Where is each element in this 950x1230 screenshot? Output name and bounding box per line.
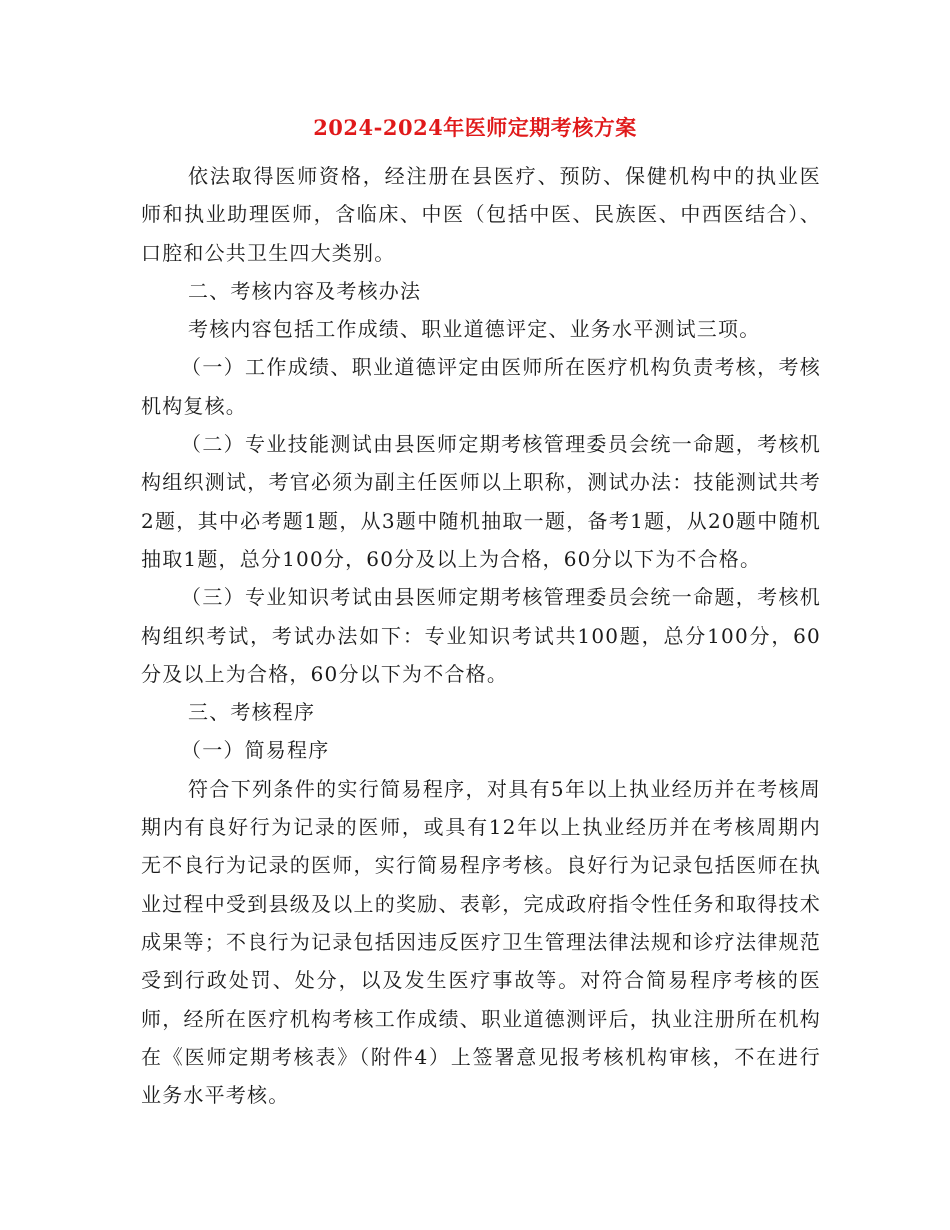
document-title: 2024-2024年医师定期考核方案 (313, 115, 637, 140)
section-heading-content-methods: 二、考核内容及考核办法 (188, 278, 422, 303)
intro-paragraph: 依法取得医师资格，经注册在县医疗、预防、保健机构中的执业医师和执业助理医师，含临床、中医（包括中医、民族医、中西医结合）、口腔和公共卫生四大类别。 (141, 164, 821, 265)
item-2-skills-test-paragraph: （二）专业技能测试由县医师定期考核管理委员会统一命题，考核机构组织测试，考官必须为副主任医师以上职称，测试办法：技能测试共考2题，其中必考题1题，从3题中随机抽取一题，备考1题，从20题中随机抽取1题，总分100分，60分及以上为合格，60分以下为不合格。 (141, 432, 821, 571)
item-3-knowledge-exam-paragraph: （三）专业知识考试由县医师定期考核管理委员会统一命题，考核机构组织考试，考试办法如下：专业知识考试共100题，总分100分，60分及以上为合格，60分以下为不合格。 (141, 585, 821, 686)
item-1-work-ethics-paragraph: （一）工作成绩、职业道德评定由医师所在医疗机构负责考核，考核机构复核。 (141, 355, 821, 418)
document-body (141, 157, 821, 1114)
simple-procedure-paragraph: 符合下列条件的实行简易程序，对具有5年以上执业经历并在考核周期内有良好行为记录的医师，或具有12年以上执业经历并在考核周期内无不良行为记录的医师，实行简易程序考核。良好行为记录包括医师在执业过程中受到县级及以上的奖励、表彰，完成政府指令性任务和取得技术成果等；不良行为记录包括因违反医疗卫生管理法律法规和诊疗法律规范受到行政处罚、处分，以及发生医疗事故等。对符合简易程序考核的医师，经所在医疗机构考核工作成绩、职业道德测评后，执业注册所在机构在《医师定期考核表》（附件4）上签署意见报考核机构审核，不在进行业务水平考核。 (141, 776, 821, 1108)
content-overview-paragraph: 考核内容包括工作成绩、职业道德评定、业务水平测试三项。 (188, 317, 761, 342)
subsection-heading-simple-procedure: （一）简易程序 (181, 738, 330, 763)
section-heading-procedure: 三、考核程序 (188, 700, 316, 725)
